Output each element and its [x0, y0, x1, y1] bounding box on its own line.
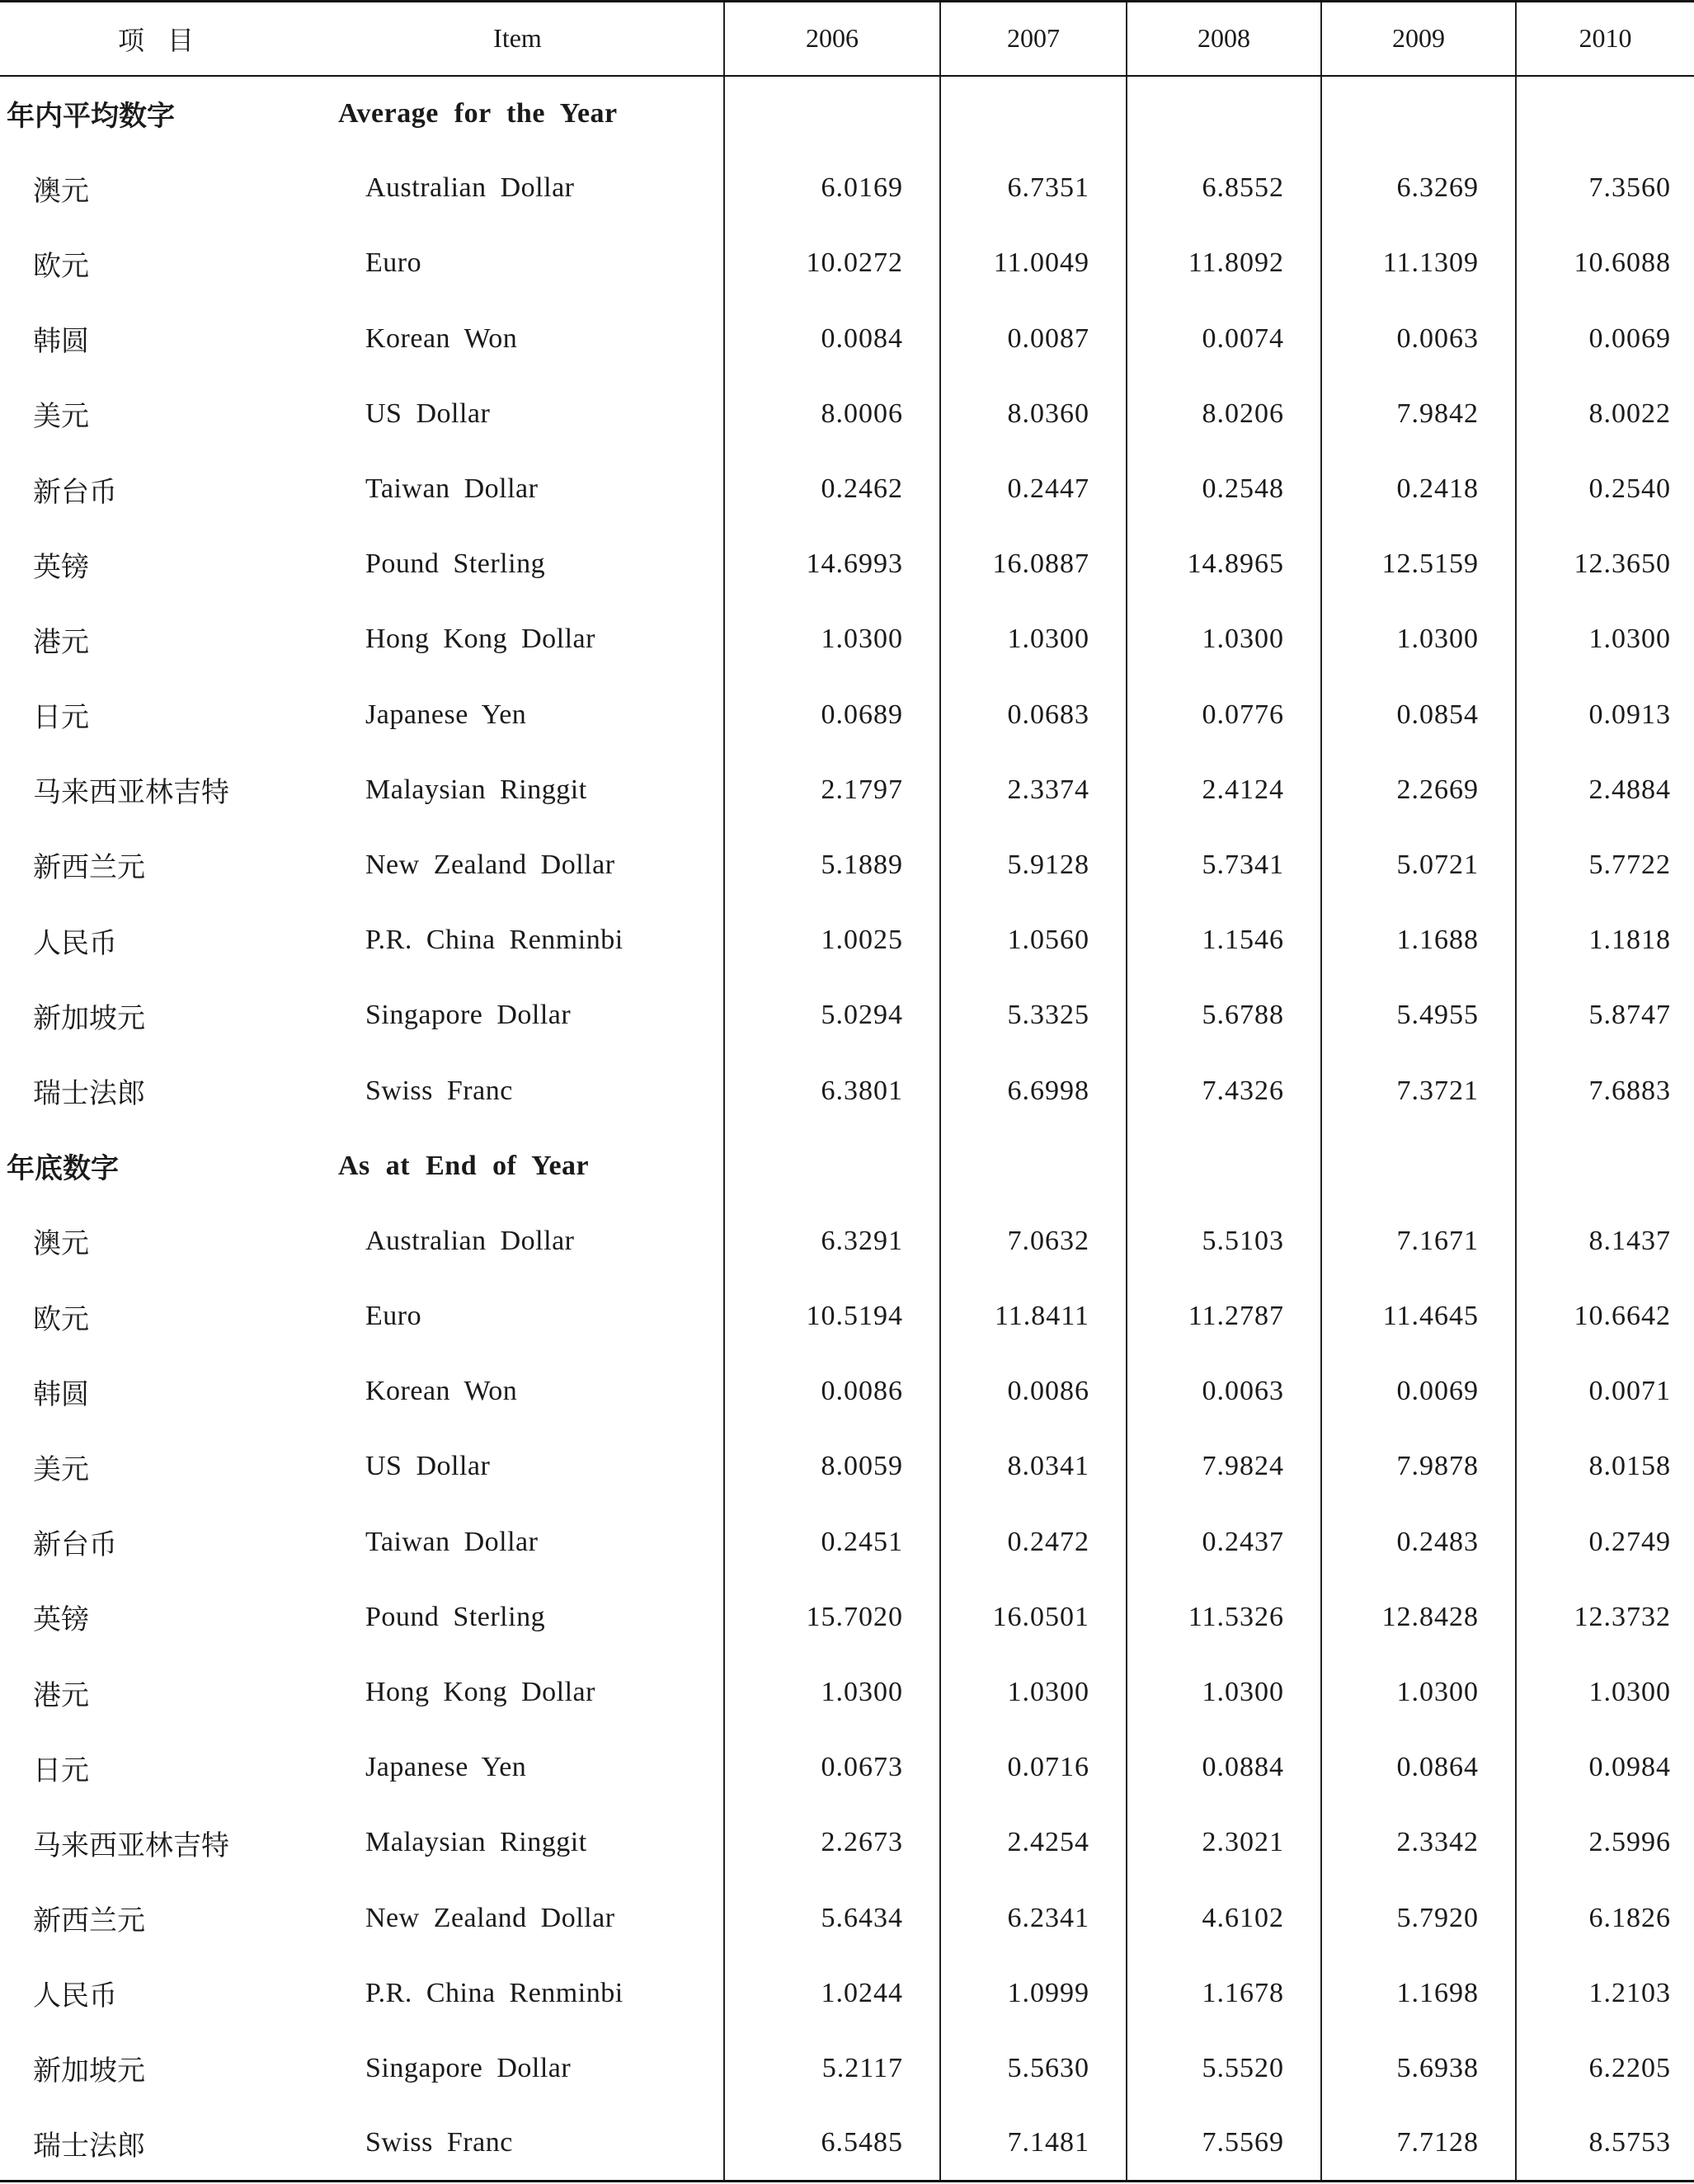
rate-value-2009: 5.7920 [1321, 1880, 1516, 1956]
table-row [0, 226, 1694, 301]
rate-value-2007: 7.0632 [940, 1203, 1127, 1278]
rate-value-2008: 7.4326 [1127, 1053, 1321, 1128]
rate-value-2006: 6.0169 [724, 151, 940, 226]
table-row [0, 1053, 1694, 1128]
currency-name-zh: 瑞士法郎 [0, 2106, 312, 2182]
header-year-2007: 2007 [940, 2, 1127, 76]
rate-value-2010: 0.2540 [1516, 451, 1694, 526]
currency-name-zh: 新西兰元 [33, 1906, 145, 1937]
rate-value-2006: 0.2462 [724, 451, 940, 526]
rate-value-2008: 8.0206 [1127, 376, 1321, 451]
section-title-zh: 年底数字 [7, 1154, 119, 1185]
table-row [0, 1504, 1694, 1579]
table-row [0, 451, 1694, 526]
empty-cell [724, 1128, 940, 1203]
rate-value-2008: 7.9824 [1127, 1429, 1321, 1504]
rate-value-2006: 0.0673 [724, 1730, 940, 1805]
currency-name-en: Japanese Yen [365, 1752, 527, 1783]
empty-cell [1516, 1128, 1694, 1203]
table-row [0, 827, 1694, 902]
rate-value-2006: 14.6993 [724, 527, 940, 602]
currency-name-zh: 澳元 [33, 176, 89, 207]
rate-value-2010: 5.8747 [1516, 978, 1694, 1053]
rate-value-2006: 1.0300 [724, 602, 940, 677]
section-header-row [0, 1128, 1694, 1203]
table-row [0, 376, 1694, 451]
rate-value-2007: 7.1481 [940, 2106, 1127, 2182]
currency-name-zh: 新加坡元 [33, 2056, 145, 2088]
rate-value-2009: 0.2418 [1321, 451, 1516, 526]
rate-value-2009: 7.3721 [1321, 1053, 1516, 1128]
rate-value-2007: 1.0999 [940, 1956, 1127, 2031]
rate-value-2008: 1.1678 [1127, 1956, 1321, 2031]
rate-value-2008: 5.5103 [1127, 1203, 1321, 1278]
rate-value-2006: 6.3291 [724, 1203, 940, 1278]
rate-value-2007: 2.3374 [940, 752, 1127, 827]
rate-value-2010: 6.2205 [1516, 2031, 1694, 2106]
rate-value-2010: 10.6642 [1516, 1279, 1694, 1354]
table-row [0, 1880, 1694, 1956]
rate-value-2006: 5.2117 [724, 2031, 940, 2106]
rate-value-2007: 5.9128 [940, 827, 1127, 902]
empty-cell [1127, 76, 1321, 151]
currency-name-en: Australian Dollar [365, 172, 575, 204]
rate-value-2007: 0.0716 [940, 1730, 1127, 1805]
rate-value-2006: 0.0689 [724, 677, 940, 752]
currency-name-en: Taiwan Dollar [365, 1526, 539, 1557]
rate-value-2008: 7.5569 [1127, 2106, 1321, 2182]
rate-value-2009: 0.0864 [1321, 1730, 1516, 1805]
section-title-zh: 年内平均数字 [7, 101, 175, 133]
currency-name-en: Euro [365, 1301, 422, 1332]
rate-value-2007: 5.5630 [940, 2031, 1127, 2106]
currency-name-zh: 港元 [33, 1680, 89, 1711]
table-row [0, 752, 1694, 827]
currency-name-en: Korean Won [365, 322, 518, 354]
table-row [0, 1579, 1694, 1654]
currency-name-zh: 美元 [33, 402, 89, 433]
rate-value-2010: 8.0022 [1516, 376, 1694, 451]
currency-name-en: P.R. China Renminbi [365, 1977, 623, 2008]
rate-value-2009: 7.9842 [1321, 376, 1516, 451]
rate-value-2007: 2.4254 [940, 1805, 1127, 1880]
rate-value-2007: 6.6998 [940, 1053, 1127, 1128]
empty-cell [1321, 76, 1516, 151]
table-row [0, 301, 1694, 376]
rate-value-2006: 10.0272 [724, 226, 940, 301]
currency-name-en: Hong Kong Dollar [365, 1677, 595, 1708]
rate-value-2006: 6.5485 [724, 2106, 940, 2182]
currency-name-en: Euro [365, 247, 422, 279]
table-row [0, 1805, 1694, 1880]
currency-name-en: P.R. China Renminbi [365, 925, 623, 956]
table-row [0, 1354, 1694, 1429]
rate-value-2006: 15.7020 [724, 1579, 940, 1654]
table-row [0, 1279, 1694, 1354]
table-header [0, 2, 1694, 76]
rate-value-2009: 1.0300 [1321, 602, 1516, 677]
rate-value-2010: 10.6088 [1516, 226, 1694, 301]
rate-value-2006: 8.0006 [724, 376, 940, 451]
rate-value-2007: 1.0300 [940, 602, 1127, 677]
currency-name-en: Taiwan Dollar [365, 473, 539, 505]
currency-name-zh: 韩圆 [33, 1379, 89, 1410]
empty-cell [940, 1128, 1127, 1203]
header-row [0, 2, 1694, 76]
rate-value-2008: 0.0063 [1127, 1354, 1321, 1429]
rate-value-2006: 0.0084 [724, 301, 940, 376]
table-row [0, 1956, 1694, 2031]
currency-name-zh: 新台币 [33, 477, 117, 508]
rate-value-2009: 7.9878 [1321, 1429, 1516, 1504]
rate-value-2006: 8.0059 [724, 1429, 940, 1504]
table-row [0, 1730, 1694, 1805]
rate-value-2008: 5.6788 [1127, 978, 1321, 1053]
header-year-2009: 2009 [1321, 2, 1516, 76]
rate-value-2009: 12.5159 [1321, 527, 1516, 602]
currency-name-zh: 英镑 [33, 552, 89, 583]
rate-value-2010: 1.0300 [1516, 602, 1694, 677]
rate-value-2009: 5.0721 [1321, 827, 1516, 902]
currency-name-en: New Zealand Dollar [365, 849, 615, 880]
currency-name-zh: 新台币 [33, 1530, 117, 1561]
table-row [0, 2106, 1694, 2182]
rate-value-2007: 11.8411 [940, 1279, 1127, 1354]
header-year-2008: 2008 [1127, 2, 1321, 76]
rate-value-2008: 6.8552 [1127, 151, 1321, 226]
rate-value-2007: 0.0086 [940, 1354, 1127, 1429]
table-row [0, 1429, 1694, 1504]
currency-name-en: US Dollar [365, 398, 491, 429]
rate-value-2010: 0.0913 [1516, 677, 1694, 752]
table-row [0, 903, 1694, 978]
rate-value-2010: 12.3732 [1516, 1579, 1694, 1654]
currency-name-zh: 日元 [33, 1755, 89, 1786]
currency-name-en: Swiss Franc [365, 1075, 513, 1106]
rate-value-2009: 7.7128 [1321, 2106, 1516, 2182]
rate-value-2008: 5.7341 [1127, 827, 1321, 902]
rate-value-2006: 2.1797 [724, 752, 940, 827]
currency-name-en: Japanese Yen [365, 699, 527, 730]
rate-value-2008: 1.0300 [1127, 1654, 1321, 1730]
rate-value-2007: 16.0887 [940, 527, 1127, 602]
rate-value-2009: 1.1688 [1321, 903, 1516, 978]
rate-value-2008: 0.0074 [1127, 301, 1321, 376]
currency-name-en: US Dollar [365, 1451, 491, 1482]
rate-value-2006: 2.2673 [724, 1805, 940, 1880]
rate-value-2008: 11.8092 [1127, 226, 1321, 301]
rate-value-2006: 6.3801 [724, 1053, 940, 1128]
rate-value-2008: 5.5520 [1127, 2031, 1321, 2106]
table-row [0, 1654, 1694, 1730]
rate-value-2007: 5.3325 [940, 978, 1127, 1053]
empty-cell [940, 76, 1127, 151]
rate-value-2008: 0.2437 [1127, 1504, 1321, 1579]
empty-cell [1321, 1128, 1516, 1203]
currency-name-en: Hong Kong Dollar [365, 624, 595, 655]
rate-value-2006: 1.0025 [724, 903, 940, 978]
rate-value-2008: 0.0776 [1127, 677, 1321, 752]
table-row [0, 527, 1694, 602]
rate-value-2007: 11.0049 [940, 226, 1127, 301]
currency-name-zh: 瑞士法郎 [33, 1079, 145, 1110]
table-row [0, 978, 1694, 1053]
rate-value-2008: 2.4124 [1127, 752, 1321, 827]
rate-value-2006: 1.0300 [724, 1654, 940, 1730]
rate-value-2010: 7.3560 [1516, 151, 1694, 226]
currency-name-en: Pound Sterling [365, 1601, 546, 1632]
section-title-en: As at End of Year [338, 1150, 590, 1181]
currency-name-en: Pound Sterling [365, 548, 546, 580]
currency-name-zh: 马来西亚林吉特 [33, 1830, 229, 1862]
rate-value-2008: 11.2787 [1127, 1279, 1321, 1354]
rate-value-2010: 2.4884 [1516, 752, 1694, 827]
rate-value-2007: 0.2447 [940, 451, 1127, 526]
section-header-row [0, 76, 1694, 151]
rate-value-2009: 2.2669 [1321, 752, 1516, 827]
rate-value-2006: 5.6434 [724, 1880, 940, 1956]
currency-name-zh: 欧元 [33, 251, 89, 282]
rate-value-2006: 0.2451 [724, 1504, 940, 1579]
rate-value-2010: 5.7722 [1516, 827, 1694, 902]
currency-name-zh: 欧元 [33, 1304, 89, 1335]
rate-value-2009: 5.6938 [1321, 2031, 1516, 2106]
rate-value-2010: 1.0300 [1516, 1654, 1694, 1730]
currency-name-en: Australian Dollar [365, 1225, 575, 1256]
currency-name-zh: 澳元 [33, 1229, 89, 1260]
rate-value-2009: 1.1698 [1321, 1956, 1516, 2031]
currency-name-en: Malaysian Ringgit [365, 1827, 587, 1858]
currency-name-en: New Zealand Dollar [365, 1902, 615, 1933]
rate-value-2010: 0.0984 [1516, 1730, 1694, 1805]
rate-value-2007: 0.2472 [940, 1504, 1127, 1579]
rate-value-2010: 1.2103 [1516, 1956, 1694, 2031]
rate-value-2007: 1.0300 [940, 1654, 1127, 1730]
rate-value-2006: 10.5194 [724, 1279, 940, 1354]
rate-value-2009: 2.3342 [1321, 1805, 1516, 1880]
rate-value-2010: 7.6883 [1516, 1053, 1694, 1128]
rate-value-2008: 0.0884 [1127, 1730, 1321, 1805]
currency-name-zh: 英镑 [33, 1605, 89, 1636]
currency-name-zh: 港元 [33, 627, 89, 658]
rate-value-2009: 0.2483 [1321, 1504, 1516, 1579]
currency-name-en: Korean Won [365, 1376, 518, 1407]
empty-cell [724, 76, 940, 151]
table-row [0, 151, 1694, 226]
currency-name-en: Swiss Franc [312, 2106, 724, 2182]
rate-value-2007: 6.2341 [940, 1880, 1127, 1956]
rate-value-2010: 8.1437 [1516, 1203, 1694, 1278]
rate-value-2007: 0.0683 [940, 677, 1127, 752]
currency-name-en: Malaysian Ringgit [365, 774, 587, 805]
rate-value-2008: 0.2548 [1127, 451, 1321, 526]
header-year-2010: 2010 [1516, 2, 1694, 76]
rate-value-2010: 8.5753 [1516, 2106, 1694, 2182]
currency-name-zh: 美元 [33, 1454, 89, 1485]
currency-name-zh: 马来西亚林吉特 [33, 778, 229, 809]
table-row [0, 1203, 1694, 1278]
rate-value-2009: 12.8428 [1321, 1579, 1516, 1654]
rate-value-2008: 1.0300 [1127, 602, 1321, 677]
rate-value-2009: 11.1309 [1321, 226, 1516, 301]
rate-value-2009: 7.1671 [1321, 1203, 1516, 1278]
header-item-en: Item [312, 2, 724, 76]
rate-value-2010: 8.0158 [1516, 1429, 1694, 1504]
rate-value-2006: 1.0244 [724, 1956, 940, 2031]
header-item-zh: 项目 [0, 2, 312, 76]
currency-name-en: Singapore Dollar [365, 1000, 572, 1031]
section-title-en: Average for the Year [338, 97, 618, 129]
rate-value-2008: 4.6102 [1127, 1880, 1321, 1956]
rate-value-2010: 2.5996 [1516, 1805, 1694, 1880]
currency-name-zh: 新加坡元 [33, 1003, 145, 1034]
currency-name-zh: 人民币 [33, 1981, 117, 2012]
rate-value-2009: 0.0854 [1321, 677, 1516, 752]
empty-cell [1127, 1128, 1321, 1203]
rate-value-2007: 1.0560 [940, 903, 1127, 978]
rate-value-2006: 0.0086 [724, 1354, 940, 1429]
currency-name-zh: 日元 [33, 703, 89, 734]
rate-value-2007: 0.0087 [940, 301, 1127, 376]
rate-value-2010: 12.3650 [1516, 527, 1694, 602]
rate-value-2010: 0.0071 [1516, 1354, 1694, 1429]
rate-value-2010: 0.0069 [1516, 301, 1694, 376]
rate-value-2008: 11.5326 [1127, 1579, 1321, 1654]
currency-name-zh: 韩圆 [33, 327, 89, 358]
table-row [0, 2031, 1694, 2106]
rate-value-2010: 1.1818 [1516, 903, 1694, 978]
rate-value-2009: 11.4645 [1321, 1279, 1516, 1354]
rate-value-2009: 0.0063 [1321, 301, 1516, 376]
rate-value-2007: 8.0360 [940, 376, 1127, 451]
rate-value-2007: 8.0341 [940, 1429, 1127, 1504]
rate-value-2006: 5.0294 [724, 978, 940, 1053]
rate-value-2007: 16.0501 [940, 1579, 1127, 1654]
rate-value-2010: 6.1826 [1516, 1880, 1694, 1956]
rate-value-2009: 6.3269 [1321, 151, 1516, 226]
currency-name-zh: 新西兰元 [33, 853, 145, 884]
rate-value-2006: 5.1889 [724, 827, 940, 902]
table-body [0, 76, 1694, 2182]
currency-name-en: Singapore Dollar [365, 2052, 572, 2083]
empty-cell [1516, 76, 1694, 151]
header-year-2006: 2006 [724, 2, 940, 76]
table-row [0, 602, 1694, 677]
rate-value-2008: 14.8965 [1127, 527, 1321, 602]
rate-value-2009: 1.0300 [1321, 1654, 1516, 1730]
rate-value-2008: 1.1546 [1127, 903, 1321, 978]
currency-name-zh: 人民币 [33, 928, 117, 959]
table-row [0, 677, 1694, 752]
rate-value-2008: 2.3021 [1127, 1805, 1321, 1880]
rate-value-2007: 6.7351 [940, 151, 1127, 226]
rate-value-2010: 0.2749 [1516, 1504, 1694, 1579]
rate-value-2009: 0.0069 [1321, 1354, 1516, 1429]
rate-value-2009: 5.4955 [1321, 978, 1516, 1053]
